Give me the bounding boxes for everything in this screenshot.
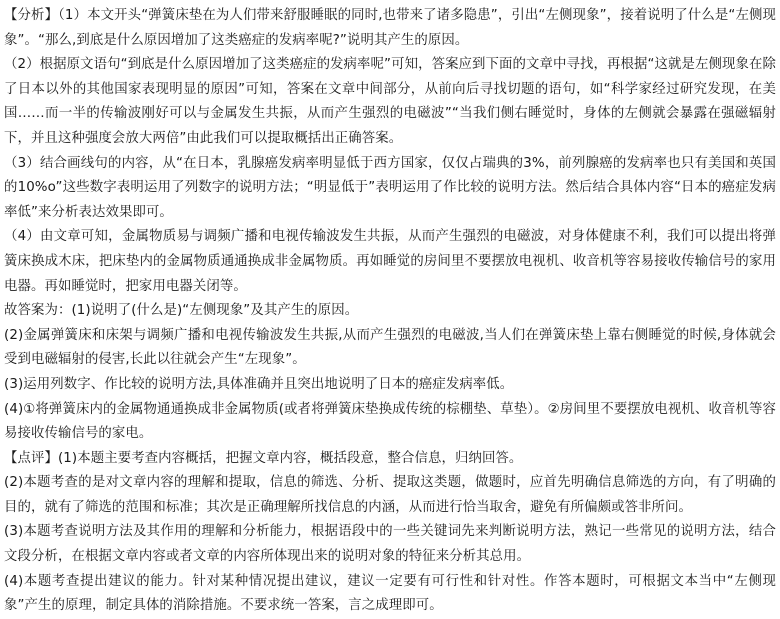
answer-part-3: (3)运用列数字、作比较的说明方法,具体准确并且突出地说明了日本的癌症发病率低。 [4,376,514,392]
comment-part-2: (2)本题考查的是对文章内容的理解和提取，信息的筛选、分析、提取这类题，做题时，应首先明确信息筛选的方向，有了明确的目的，就有了筛选的范围和标准；其次是正确理解所找信息的内涵，从而进行恰当取舍，避免有所偏颇或答非所问。 [4,475,776,515]
analysis-part-4: （4）由文章可知，金属物质易与调频广播和电视传输波发生共振，从而产生强烈的电磁波，对身体健康不利，我们可以提出将弹簧床换成木床，把床垫内的金属物质通通换成非金属物质。再如睡觉的房间里不要摆放电视机、收音机等容易接收传输信号的家用电器。再如睡觉时，把家用电器关闭等。 [4,229,776,294]
answer-part-4: (4)①将弹簧床内的金属物通通换成非金属物质(或者将弹簧床垫换成传统的棕棚垫、草垫）。②房间里不要摆放电视机、收音机等容易接收传输信号的家电。 [4,401,776,442]
analysis-part-2: （2）根据原文语句“到底是什么原因增加了这类癌症的发病率呢”可知，答案应到下面的文章中寻找，再根据“这就是左侧现象在除了日本以外的其他国家表现明显的原因”可知，答案在文章中间部分，从前向后寻找切题的语句，如“科学家经过研究发现，在美国……而一半的传输波刚好可以与金属发生共振，从而产生强烈的电磁波”“当我们侧右睡觉时，身体的左侧就会暴露在强磁辐射下，并且这种强度会放大两倍”由此我们可以提取概括出正确答案。 [4,57,776,146]
answer-part-1: 故答案为：(1)说明了(什么是)“左侧现象”及其产生的原因。 [4,303,359,319]
comment-part-1: 【点评】(1)本题主要考查内容概括，把握文章内容，概括段意，整合信息，归纳回答。 [4,450,523,466]
analysis-part-1: 【分析】（1）本文开头“弹簧床垫在为人们带来舒服睡眠的同时,也带来了诸多隐患”，引出“左侧现象”，接着说明了什么是“左侧现象”。“那么,到底是什么原因增加了这类癌症的发病率呢?”说明其产生的原因。 [4,8,776,48]
analysis-part-3: （3）结合画线句的内容，从“在日本，乳腺癌发病率明显低于西方国家，仅仅占瑞典的3%，前列腺癌的发病率也只有美国和英国的10%o”这些数字表明运用了列数字的说明方法；“明显低于”表明运用了作比较的说明方法。然后结合具体内容“日本的癌症发病率低”来分析表达效果即可。 [4,155,776,220]
answer-part-2: (2)金属弹簧床和床架与调频广播和电视传输波发生共振,从而产生强烈的电磁波,当人们在弹簧床垫上靠右侧睡觉的时候,身体就会受到电磁辐射的侵害,长此以往就会产生“左现象”。 [4,327,776,368]
comment-part-3: (3)本题考查说明方法及其作用的理解和分析能力，根据语段中的一些关键词先来判断说明方法，熟记一些常见的说明方法，结合文段分析，在根据文章内容或者文章的内容所体现出来的说明对象的特征来分析其总用。 [4,524,776,565]
comment-part-4: (4)本题考查提出建议的能力。针对某种情况提出建议，建议一定要有可行性和针对性。作答本题时，可根据文本当中“左侧现象”产生的原理，制定具体的消除措施。不要求统一答案，言之成理即可。 [4,573,776,614]
